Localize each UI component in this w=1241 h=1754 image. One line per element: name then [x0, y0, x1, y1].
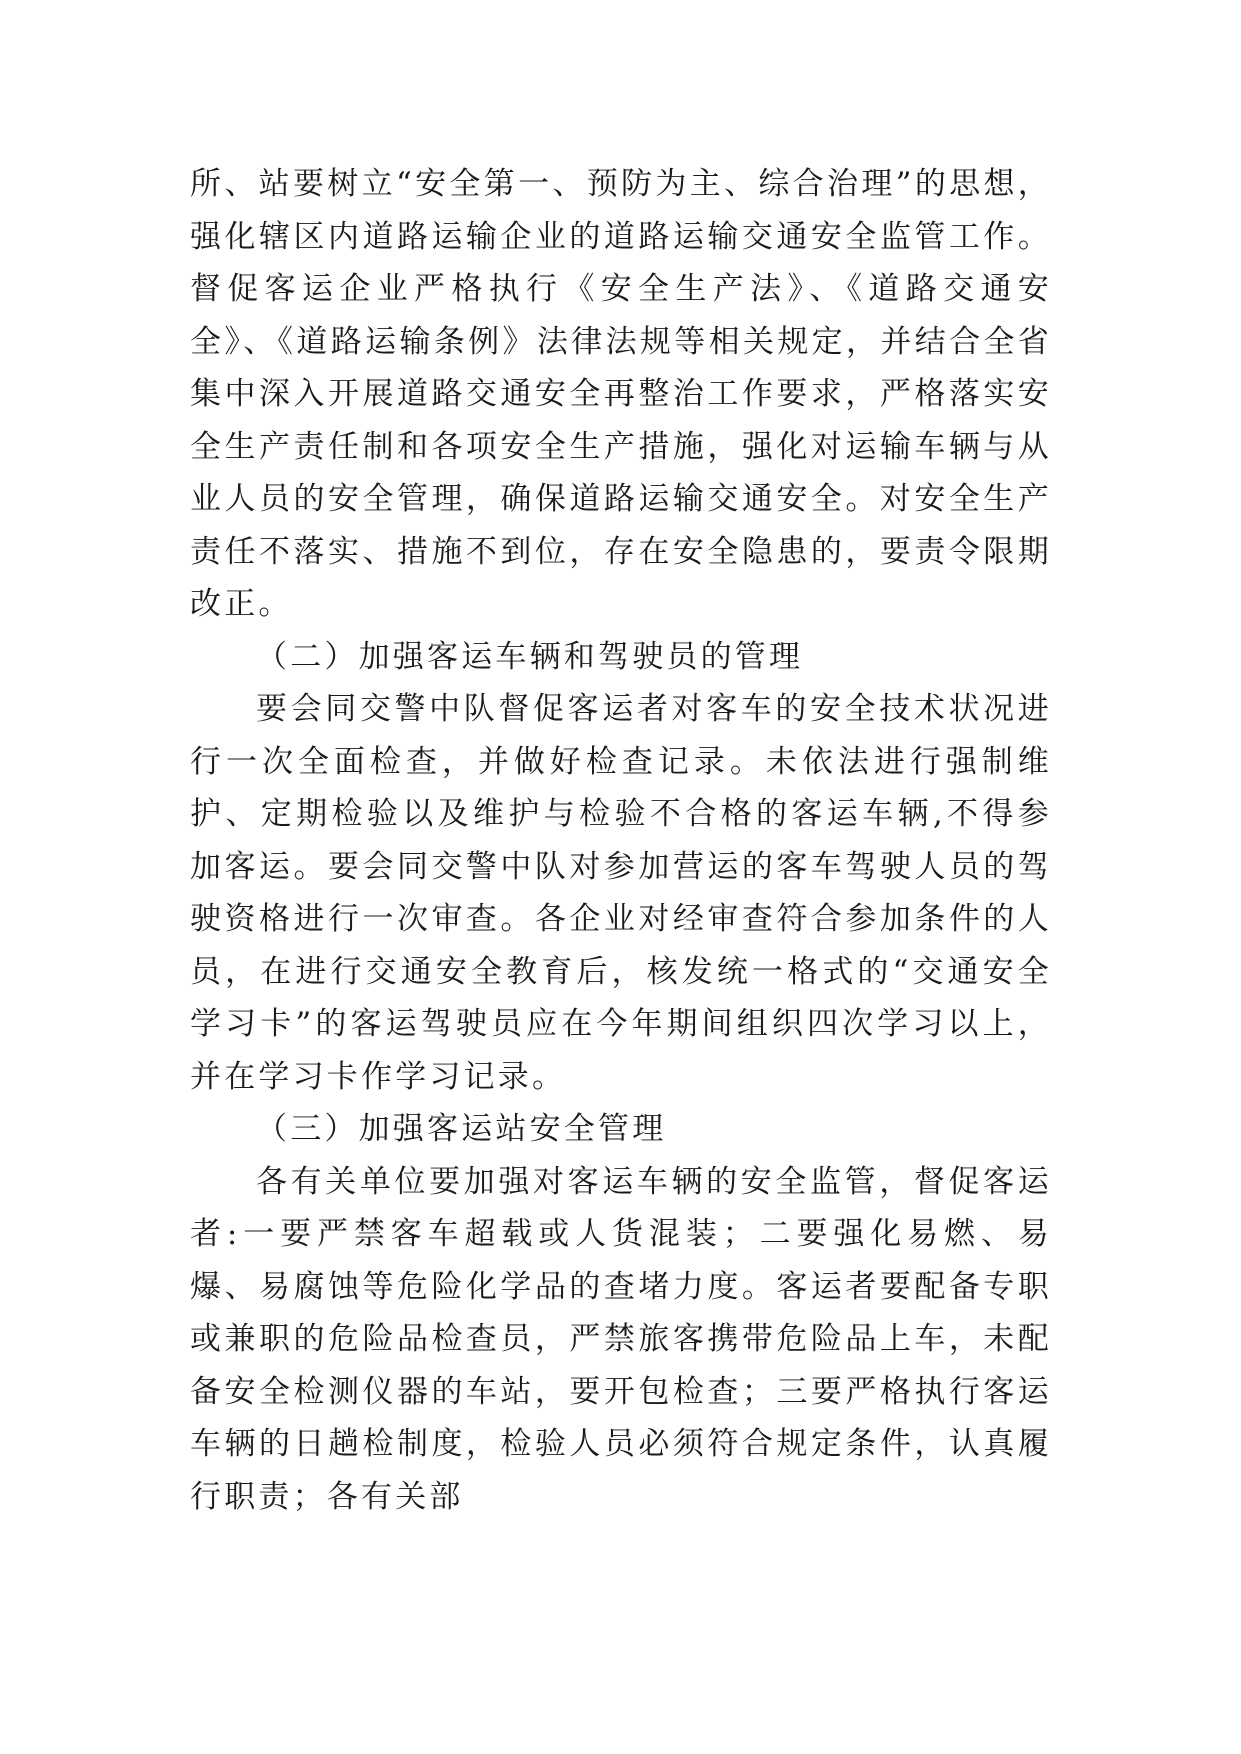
body-paragraph-2: 要会同交警中队督促客运者对客车的安全技术状况进行一次全面检查，并做好检查记录。未依法进行强制维护、定期检验以及维护与检验不合格的客运车辆,不得参加客运。要会同交警中队对参加营运的客车驾驶人员的驾驶资格进行一次审查。各企业对经审查符合参加条件的人员，在进行交通安全教育后，核发统一格式的“交通安全学习卡”的客运驾驶员应在今年期间组织四次学习以上，并在学习卡作学习记录。: [190, 691, 1052, 1095]
document-body: [190, 158, 1052, 1523]
section-heading-3: （三）加强客运站安全管理: [256, 1111, 667, 1147]
section-heading-2: （二）加强客运车辆和驾驶员的管理: [256, 638, 804, 675]
body-paragraph-1: 所、站要树立“安全第一、预防为主、综合治理”的思想，强化辖区内道路运输企业的道路运输交通安全监管工作。督促客运企业严格执行《安全生产法》、《道路交通安全》、《道路运输条例》法律法规等相关规定，并结合全省集中深入开展道路交通安全再整治工作要求，严格落实安全生产责任制和各项安全生产措施，强化对运输车辆与从业人员的安全管理，确保道路运输交通安全。对安全生产责任不落实、措施不到位，存在安全隐患的，要责令限期改正。: [190, 166, 1052, 622]
body-paragraph-3: 各有关单位要加强对客运车辆的安全监管，督促客运者:一要严禁客车超载或人货混装；二要强化易燃、易爆、易腐蚀等危险化学品的查堵力度。客运者要配备专职或兼职的危险品检查员，严禁旅客携带危险品上车，未配备安全检测仪器的车站，要开包检查；三要严格执行客运车辆的日趟检制度，检验人员必须符合规定条件，认真履行职责；各有关部: [190, 1163, 1052, 1515]
